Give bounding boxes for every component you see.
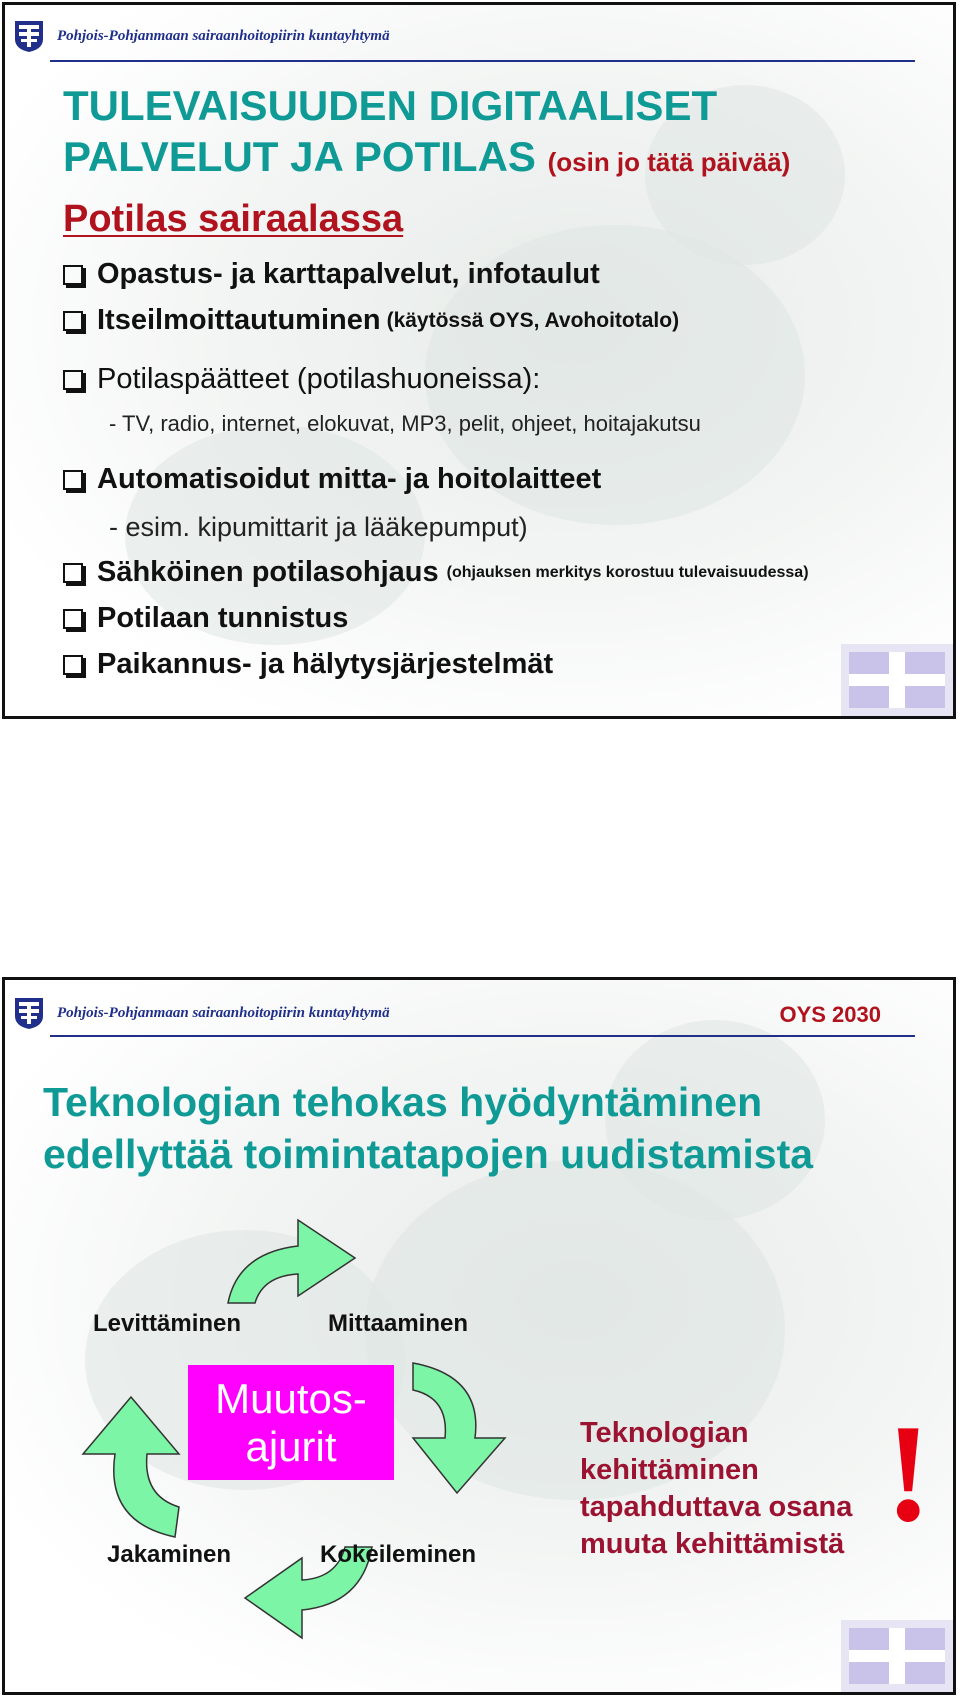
- header-rule: [50, 1035, 915, 1037]
- bullet-subline: - esim. kipumittarit ja lääkepumput): [109, 512, 528, 542]
- title-line-1: Teknologian tehokas hyödyntäminen: [43, 1079, 763, 1125]
- bullet-item: Itseilmoittautuminen (käytössä OYS, Avohoitotalo): [63, 304, 679, 337]
- title-line-2: edellyttää toimintatapojen uudistamista: [43, 1131, 814, 1177]
- cycle-label-kokeileminen: Kokeileminen: [320, 1541, 477, 1568]
- org-crest-icon: [13, 996, 45, 1030]
- org-header: [13, 996, 390, 1030]
- decorative-cross-pattern-icon: [841, 644, 953, 716]
- slide-title: [63, 80, 790, 188]
- bullet-item: Potilaspäätteet (potilashuoneissa):: [63, 363, 540, 396]
- checkbox-bullet-icon: [63, 563, 83, 583]
- slide-digital-services: [2, 2, 956, 719]
- bullet-item: Sähköinen potilasohjaus (ohjauksen merkitys korostuu tulevaisuudessa): [63, 556, 809, 589]
- bullet-item: Automatisoidut mitta- ja hoitolaitteet: [63, 463, 601, 496]
- decorative-cross-pattern-icon: [841, 1620, 953, 1692]
- cycle-label-levittaminen: Levittäminen: [93, 1310, 242, 1337]
- bullet-item: Paikannus- ja hälytysjärjestelmät: [63, 648, 553, 681]
- checkbox-bullet-icon: [63, 609, 83, 629]
- curved-arrow-top-icon: [223, 1208, 363, 1308]
- exclamation-mark: !: [885, 1396, 932, 1551]
- cycle-label-jakaminen: Jakaminen: [107, 1541, 232, 1568]
- curved-arrow-right-icon: [405, 1358, 515, 1498]
- org-crest-icon: [13, 19, 45, 53]
- cycle-label-mittaaminen: Mittaaminen: [328, 1310, 469, 1337]
- checkbox-bullet-icon: [63, 265, 83, 285]
- org-name: Pohjois-Pohjanmaan sairaanhoitopiirin kuntayhtymä: [57, 27, 390, 44]
- slide-technology-use: [2, 977, 956, 1695]
- checkbox-bullet-icon: [63, 470, 83, 490]
- bullet-note: (käytössä OYS, Avohoitotalo): [386, 308, 680, 332]
- curved-arrow-left-icon: [75, 1392, 187, 1542]
- technology-callout: Teknologian kehittäminen tapahduttava osana muuta kehittämistä: [580, 1417, 853, 1560]
- bullet-item: Potilaan tunnistus: [63, 602, 348, 635]
- slide-title: [43, 1076, 813, 1180]
- center-line-2: ajurit: [245, 1422, 337, 1470]
- bullet-note: (ohjauksen merkitys korostuu tulevaisuudessa): [446, 563, 809, 581]
- title-note: (osin jo tätä päivää): [547, 147, 791, 177]
- checkbox-bullet-icon: [63, 370, 83, 390]
- oys-2030-tag: OYS 2030: [779, 1002, 881, 1027]
- header-rule: [50, 60, 915, 62]
- title-line-1: TULEVAISUUDEN DIGITAALISET: [63, 82, 718, 129]
- title-line-2: PALVELUT JA POTILAS (osin jo tätä päivää): [63, 133, 791, 180]
- checkbox-bullet-icon: [63, 655, 83, 675]
- checkbox-bullet-icon: [63, 311, 83, 331]
- bullet-subline: - TV, radio, internet, elokuvat, MP3, pelit, ohjeet, hoitajakutsu: [109, 411, 701, 436]
- section-heading: Potilas sairaalassa: [63, 198, 404, 240]
- org-header: [13, 19, 390, 53]
- change-drivers-box: [188, 1365, 394, 1480]
- center-line-1: Muutos-: [215, 1374, 367, 1422]
- bullet-item: Opastus- ja karttapalvelut, infotaulut: [63, 258, 600, 291]
- org-name: Pohjois-Pohjanmaan sairaanhoitopiirin kuntayhtymä: [57, 1004, 390, 1021]
